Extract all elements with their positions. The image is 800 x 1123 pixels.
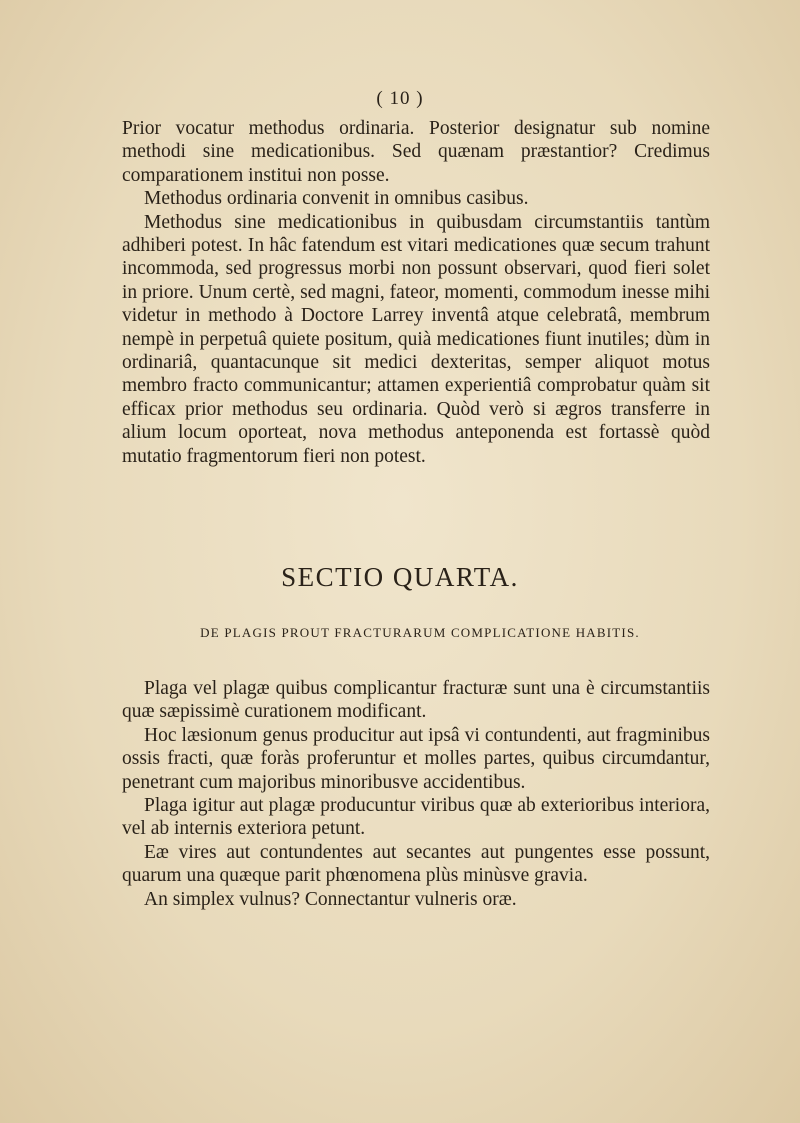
- paragraph: Prior vocatur methodus ordinaria. Posterior designatur sub nomine methodi sine medicationibus. Sed quænam præstantior? Credimus comparationem institui non posse.: [122, 118, 710, 186]
- paragraph: Plaga vel plagæ quibus complicantur fracturæ sunt una è circumstantiis quæ sæpissimè curationem modificant.: [122, 678, 710, 723]
- paragraph: Methodus sine medicationibus in quibusdam circumstantiis tantùm adhiberi potest. In hâc fatendum est vitari medicationes quæ secum trahunt incommoda, sed progressus morbi non possunt observari, quod fieri solet in priore. Unum certè, sed magni, fateor, momenti, commodum inesse mihi videtur in methodo à Doctore Larrey inventâ atque celebratâ, membrum nempè in perpetuâ quiete positum, quià medicationes fiunt inutiles; dùm in ordinariâ, quantacunque sit medici dexteritas, semper aliquot motus membro fracto communicantur; attamen experientiâ comprobatur quàm sit efficax prior methodus seu ordinaria. Quòd verò si ægros transferre in alium locum oporteat, nova methodus anteponenda est fortassè quòd mutatio fragmentorum fieri non potest.: [122, 211, 710, 467]
- page-number: ( 10 ): [376, 88, 424, 109]
- paragraph: Eæ vires aut contundentes aut secantes aut pungentes esse possunt, quarum una quæque parit phœnomena plùs minùsve gravia.: [122, 841, 710, 887]
- section-title: SECTIO QUARTA.: [281, 562, 519, 592]
- paragraph: Hoc læsionum genus producitur aut ipsâ vi contundenti, aut fragminibus ossis fracti, quæ foràs proferuntur et molles partes, quibus circumdantur, penetrant cum majoribus minoribusve accidentibus.: [122, 724, 710, 793]
- paragraph: An simplex vulnus? Connectantur vulneris oræ.: [144, 888, 517, 910]
- paragraph: Plaga igitur aut plagæ producuntur viribus quæ ab exterioribus interiora, vel ab internis exteriora petunt.: [122, 795, 710, 840]
- section-text-block: [122, 677, 710, 911]
- paragraph: Methodus ordinaria convenit in omnibus casibus.: [144, 188, 529, 210]
- section-subheading: DE PLAGIS PROUT FRACTURARUM COMPLICATIONE HABITIS.: [200, 625, 640, 640]
- section-text-block: [122, 117, 710, 468]
